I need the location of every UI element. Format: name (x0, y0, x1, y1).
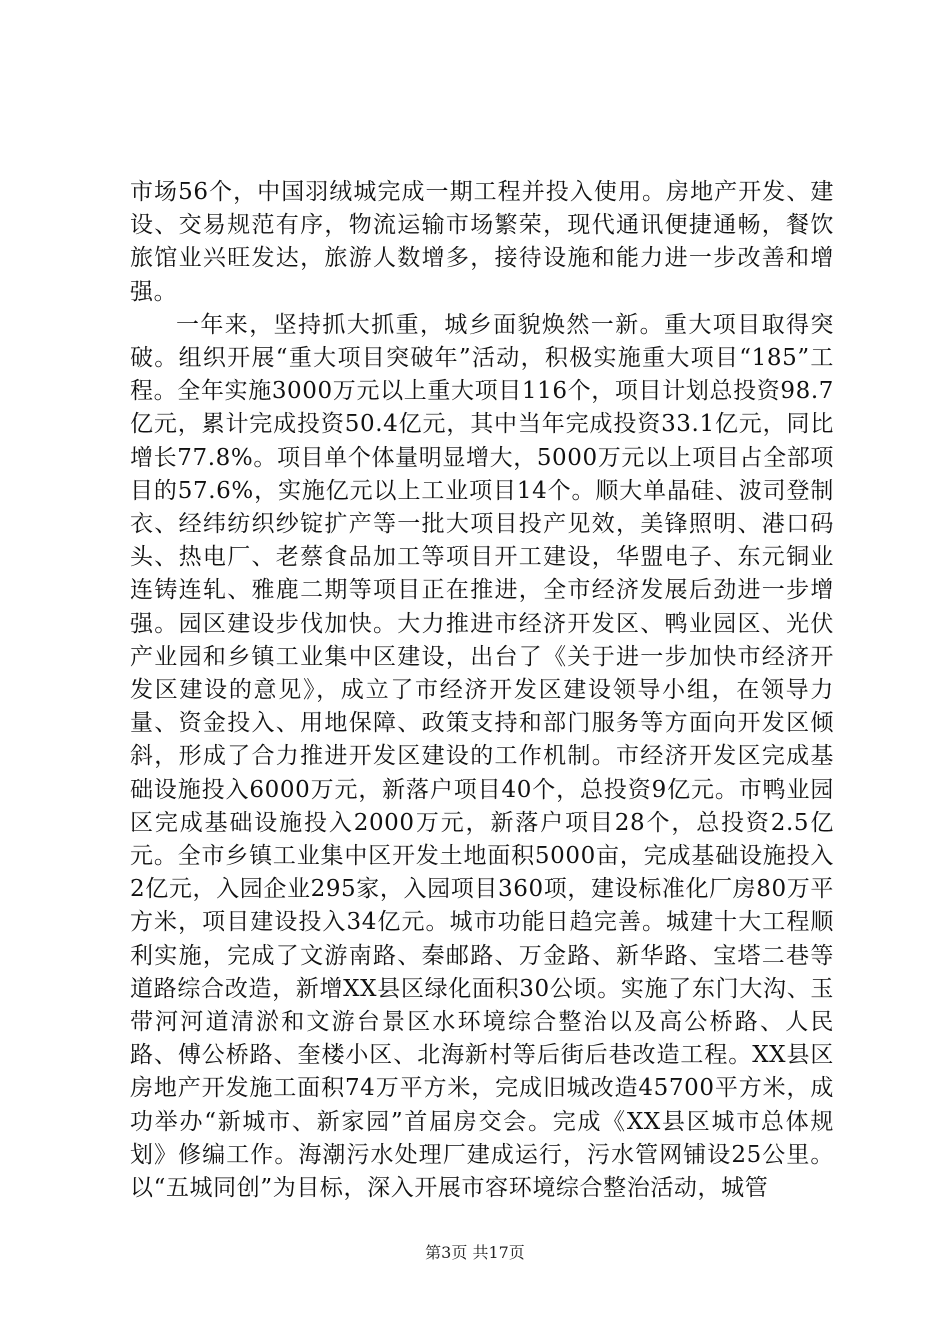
paragraph-annual-review: 一年来，坚持抓大抓重，城乡面貌焕然一新。重大项目取得突破。组织开展“重大项目突破年”活动，积极实施重大项目“185”工程。全年实施3000万元以上重大项目116个，项目计划总投资98.7亿元，累计完成投资50.4亿元，其中当年完成投资33.1亿元，同比增长77.8%。项目单个体量明显增大，5000万元以上项目占全部项目的57.6%，实施亿元以上工业项目14个。顺大单晶硅、波司登制衣、经纬纺织纱锭扩产等一批大项目投产见效，美锋照明、港口码头、热电厂、老蔡食品加工等项目开工建设，华盟电子、东元铜业连铸连轧、雅鹿二期等项目正在推进，全市经济发展后劲进一步增强。园区建设步伐加快。大力推进市经济开发区、鸭业园区、光伏产业园和乡镇工业集中区建设，出台了《关于进一步加快市经济开发区建设的意见》，成立了市经济开发区建设领导小组，在领导力量、资金投入、用地保障、政策支持和部门服务等方面向开发区倾斜，形成了合力推进开发区建设的工作机制。市经济开发区完成基础设施投入6000万元，新落户项目40个，总投资9亿元。市鸭业园区完成基础设施投入2000万元，新落户项目28个，总投资2.5亿元。全市乡镇工业集中区开发土地面积5000亩，完成基础设施投入2亿元，入园企业295家，入园项目360项，建设标准化厂房80万平方米，项目建设投入34亿元。城市功能日趋完善。城建十大工程顺利实施，完成了文游南路、秦邮路、万金路、新华路、宝塔二巷等道路综合改造，新增XX县区绿化面积30公顷。实施了东门大沟、玉带河河道清淤和文游台景区水环境综合整治以及高公桥路、人民路、傅公桥路、奎楼小区、北海新村等后街后巷改造工程。XX县区房地产开发施工面积74万平方米，完成旧城改造45700平方米，成功举办“新城市、新家园”首届房交会。完成《XX县区城市总体规划》修编工作。海潮污水处理厂建成运行，污水管网铺设25公里。以“五城同创”为目标，深入开展市容环境综合整治活动，城管 (130, 311, 834, 1202)
page-number-footer: 第3页 共17页 (425, 1243, 525, 1262)
paragraph-continuation: 市场56个，中国羽绒城完成一期工程并投入使用。房地产开发、建设、交易规范有序，物流运输市场繁荣，现代通讯便捷通畅，餐饮旅馆业兴旺发达，旅游人数增多，接待设施和能力进一步改善和增强。 (130, 179, 834, 305)
document-body (130, 176, 834, 1205)
